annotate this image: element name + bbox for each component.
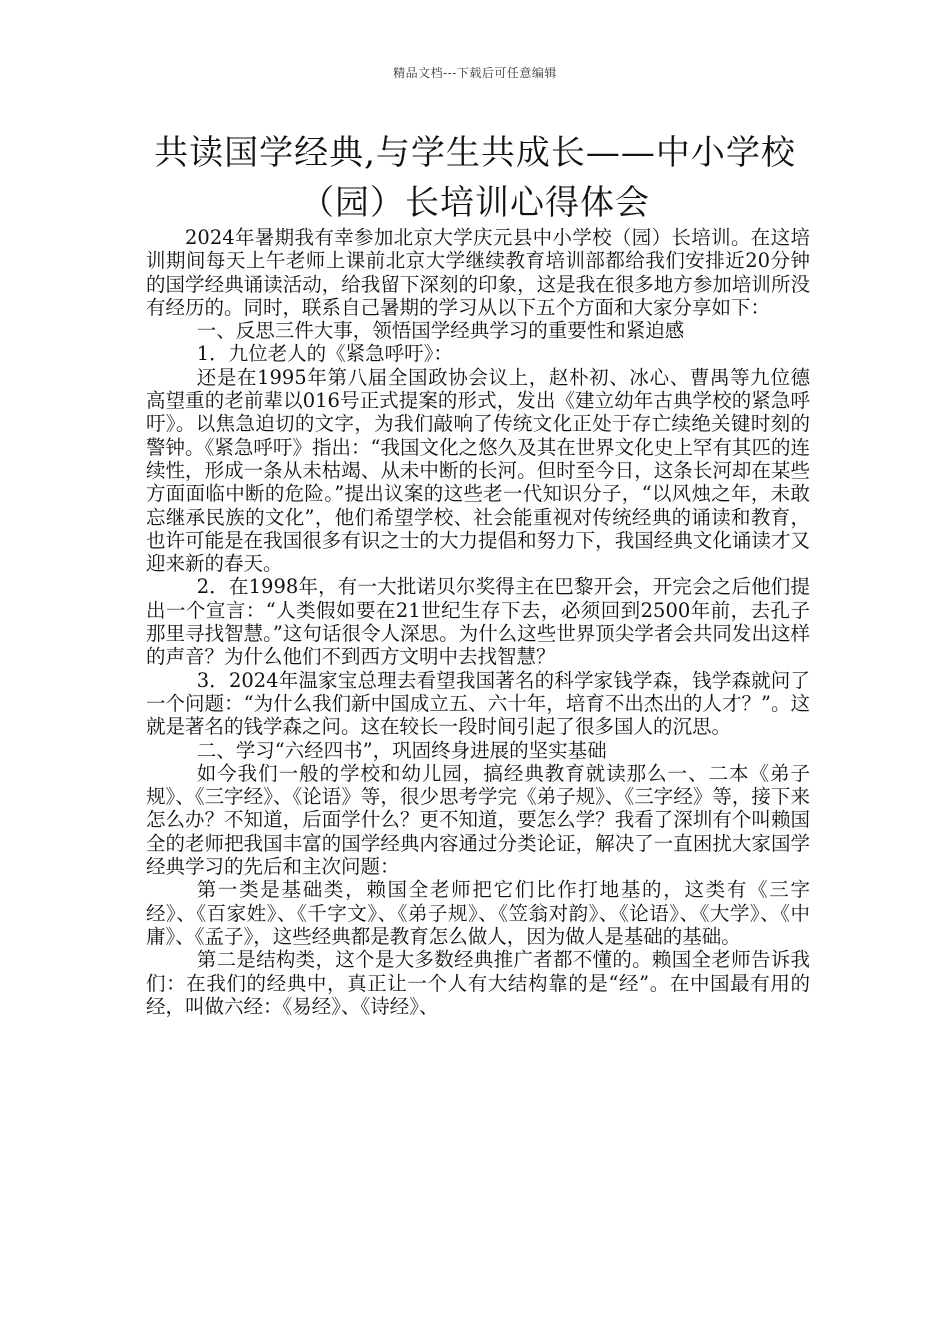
- paragraph-structure-class: 第二是结构类，这个是大多数经典推广者都不懂的。赖国全老师告诉我们：在我们的经典中，真正让一个人有大结构靠的是“经”。在中国最有用的经，叫做六经：《易经》、《诗经》、: [146, 948, 810, 1018]
- section-heading-2: 二、学习“六经四书”，巩固终身进展的坚实基础: [196, 738, 607, 762]
- page-header: 精品文档---下载后可任意编辑: [393, 66, 557, 80]
- document-title: [100, 128, 850, 228]
- paragraph-classics: 如今我们一般的学校和幼儿园，搞经典教育就读那么一、二本《弟子规》、《三字经》、《论语》等，很少思考学完《弟子规》、《三字经》等，接下来怎么办？不知道，后面学什么？更不知道，要怎么学？我看了深圳有个叫赖国全的老师把我国丰富的国学经典内容通过分类论证，解决了一直困扰大家国学经典学习的先后和主次问题：: [146, 761, 810, 879]
- paragraph-intro: 2024年暑期我有幸参加北京大学庆元县中小学校（园）长培训。在这培训期间每天上午老师上课前北京大学继续教育培训部都给我们安排近20分钟的国学经典诵读活动，给我留下深刻的印象，这是我在很多地方参加培训所没有经历的。同时，联系自己暑期的学习从以下五个方面和大家分享如下：: [146, 226, 810, 319]
- title-line-1: 共读国学经典,与学生共成长——中小学校: [154, 133, 796, 173]
- document-body: [146, 226, 810, 1018]
- paragraph-qian: 3．2024年温家宝总理去看望我国著名的科学家钱学森，钱学森就问了一个问题：“为什么我们新中国成立五、六十年，培育不出杰出的人才？”。这就是著名的钱学森之问。这在较长一段时间引起了很多国人的沉思。: [146, 668, 810, 739]
- title-line-2: （园）长培训心得体会: [300, 183, 650, 223]
- subheading-1: 1．九位老人的《紧急呼吁》：: [196, 342, 453, 366]
- paragraph-nobel: 2．在1998年，有一大批诺贝尔奖得主在巴黎开会，开完会之后他们提出一个宣言：“人类假如要在21世纪生存下去，必须回到2500年前，去孔子那里寻找智慧。”这句话很令人深思。为什么这些世界顶尖学者会共同发出这样的声音？为什么他们不到西方文明中去找智慧？: [146, 575, 810, 669]
- paragraph-basic-class: 第一类是基础类，赖国全老师把它们比作打地基的，这类有《三字经》、《百家姓》、《千字文》、《弟子规》、《笠翁对韵》、《论语》、《大学》、《中庸》、《孟子》，这些经典都是教育怎么做人，因为做人是基础的基础。: [146, 878, 810, 948]
- paragraph-appeal: 还是在1995年第八届全国政协会议上，赵朴初、冰心、曹禺等九位德高望重的老前辈以016号正式提案的形式，发出《建立幼年古典学校的紧急呼吁》。以焦急迫切的文字，为我们敲响了传统文化正处于存亡续绝关键时刻的警钟。《紧急呼吁》指出：“我国文化之悠久及其在世界文化史上罕有其匹的连续性，形成一条从未枯竭、从未中断的长河。但时至今日，这条长河却在某些方面面临中断的危险。”提出议案的这些老一代知识分子，“以风烛之年，未敢忘继承民族的文化”，他们希望学校、社会能重视对传统经典的诵读和教育，也许可能是在我国很多有识之士的大力提倡和努力下，我国经典文化诵读才又迎来新的春天。: [146, 365, 810, 576]
- section-heading-1: 一、反思三件大事，领悟国学经典学习的重要性和紧迫感: [196, 319, 685, 343]
